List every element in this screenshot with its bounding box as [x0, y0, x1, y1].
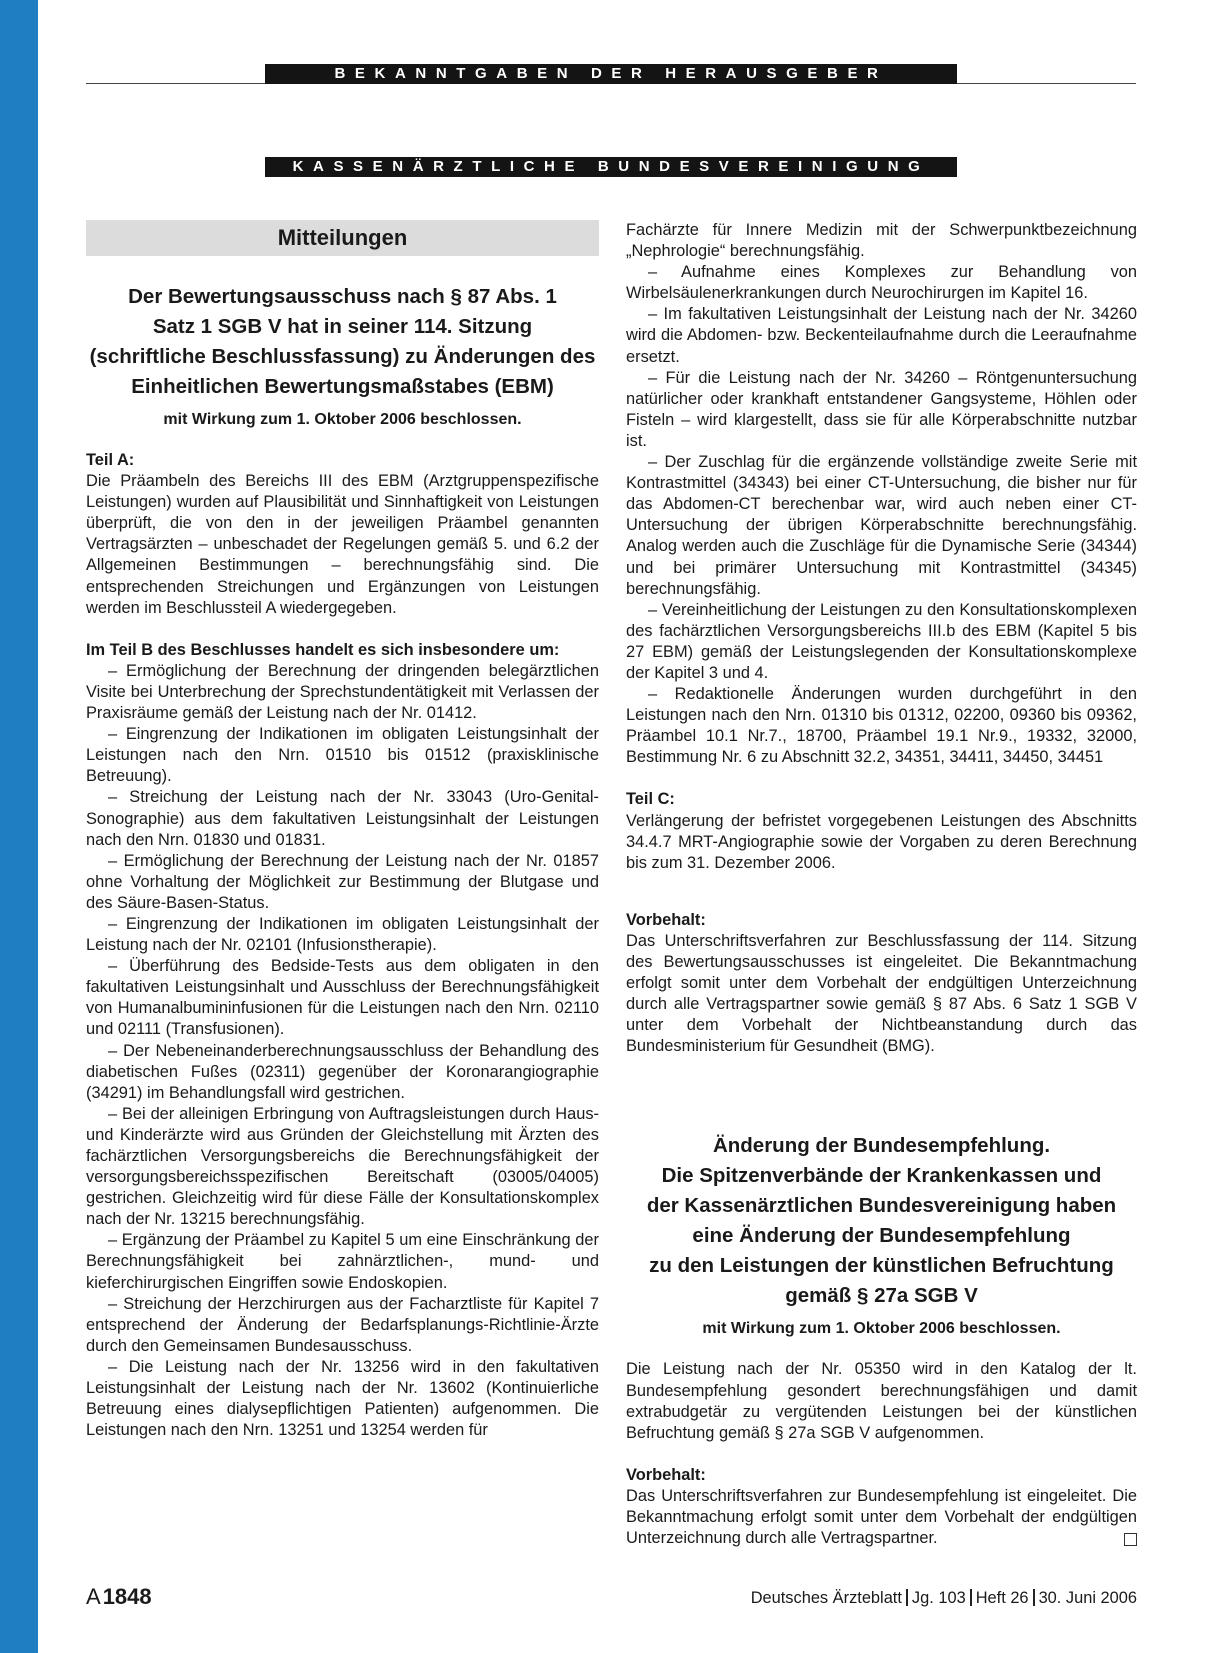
teil-b-item: – Ermöglichung der Berechnung der Leistung nach der Nr. 01857 ohne Vorhaltung der Möglichkeit zur Bestimmung der Blutgase und des Säure-Basen-Status. — [86, 851, 599, 912]
teil-b-item: – Eingrenzung der Indikationen im obligaten Leistungsinhalt der Leistung nach der Nr. 02101 (Infusionstherapie). — [86, 914, 599, 955]
teil-b-item: – Die Leistung nach der Nr. 13256 wird in den fakultativen Leistungsinhalt der Leistung nach der Nr. 13602 (Kontinuierliche Betreuung eines dialysepflichtigen Patienten) aufgenommen. Die Leistungen nach den Nrn. 13251 und 13254 werden für — [86, 1357, 599, 1440]
headline-line: Satz 1 SGB V hat in seiner 114. Sitzung — [152, 315, 533, 338]
banner-kbv: KASSENÄRZTLICHE BUNDESVEREINIGUNG — [265, 157, 957, 177]
teil-b-item: – Aufnahme eines Komplexes zur Behandlung von Wirbelsäulenerkrankungen durch Neurochirurgen im Kapitel 16. — [626, 263, 1137, 303]
headline-line: Änderung der Bundesempfehlung. — [712, 1134, 1051, 1158]
article2-vorbehalt-heading: Vorbehalt: — [626, 1465, 706, 1484]
left-column — [86, 220, 599, 1441]
page-number — [86, 1584, 152, 1610]
separator — [1033, 1589, 1035, 1606]
teil-b-item: – Streichung der Herzchirurgen aus der Facharztliste für Kapitel 7 entsprechend der Änderung der Bedarfsplanungs-Richtlinie-Ärzte durch den Gemeinsamen Bundesausschuss. — [86, 1294, 599, 1355]
teil-b-item: – Ermöglichung der Berechnung der dringenden belegärztlichen Visite bei Unterbrechung der Sprechstundentätigkeit mit Verlassen der Praxisräume gemäß der Leistung nach der Nr. 01412. — [86, 661, 599, 723]
section-title: Mitteilungen — [86, 220, 599, 256]
headline-line: zu den Leistungen der künstlichen Befruchtung — [649, 1254, 1114, 1278]
article1-headline — [86, 282, 599, 402]
article2-vorbehalt-paragraph — [626, 1486, 1137, 1549]
page-number-value: 1848 — [102, 1584, 152, 1609]
article2-vorbehalt-text: Das Unterschriftsverfahren zur Bundesempfehlung ist eingeleitet. Die Bekanntmachung erfolgt somit unter dem Vorbehalt der endgültigen Unterzeichnung durch alle Vertragspartner. — [626, 1486, 1137, 1548]
headline-line: gemäß § 27a SGB V — [785, 1284, 978, 1308]
journal-name: Deutsches Ärzteblatt — [750, 1589, 902, 1607]
teil-b-item: – Vereinheitlichung der Leistungen zu den Konsultationskomplexen des fachärztlichen Versorgungsbereichs III.b des EBM (Kapitel 5 bis 27 EBM) gemäß der Leistungslegenden der Konsultationskomplexe der Kapitel 3 und 4. — [626, 600, 1137, 682]
page-prefix: A — [86, 1584, 101, 1609]
headline-line: der Kassenärztlichen Bundesvereinigung haben — [646, 1194, 1117, 1218]
teil-b-item: – Ergänzung der Präambel zu Kapitel 5 um eine Einschränkung der Berechnungsfähigkeit bei zahnärztlichen-, mund- und kieferchirurgischen Eingriffen sowie Endoskopien. — [86, 1231, 599, 1292]
left-color-bar — [0, 0, 38, 1653]
separator — [906, 1589, 908, 1606]
article1-effective-date: mit Wirkung zum 1. Oktober 2006 beschlossen. — [163, 411, 522, 428]
teil-b-continued: Fachärzte für Innere Medizin mit der Schwerpunktbezeichnung „Nephrologie“ berechnungsfähig. — [626, 221, 1137, 261]
end-of-article-icon — [1124, 1533, 1137, 1546]
teil-c-heading: Teil C: — [626, 790, 675, 809]
article2-headline — [626, 1131, 1137, 1311]
vorbehalt-heading: Vorbehalt: — [626, 910, 706, 929]
article2-text: Die Leistung nach der Nr. 05350 wird in den Katalog der lt. Bundesempfehlung gesondert berechnungsfähigen und damit extrabudgetär zu vergütenden Leistungen bei der künstlichen Befruchtung gemäß § 27a SGB V aufgenommen. — [626, 1360, 1137, 1442]
article2-effective-date: mit Wirkung zum 1. Oktober 2006 beschlossen. — [702, 1320, 1061, 1338]
headline-line: eine Änderung der Bundesempfehlung — [692, 1224, 1071, 1248]
teil-b-item: – Der Nebeneinanderberechnungsausschluss der Behandlung des diabetischen Fußes (02311) gegenüber der Koronarangiographie (34291) im Behandlungsfall wird gestrichen. — [86, 1041, 599, 1102]
teil-b-heading: Im Teil B des Beschlusses handelt es sich insbesondere um: — [86, 640, 560, 659]
teil-b-item: – Überführung des Bedside-Tests aus dem obligaten in den fakultativen Leistungsinhalt und Ausschluss der Berechnungsfähigkeit von Humanalbumininfusionen für die Leistungen nach den Nrn. 02110 und 02111 (Transfusionen). — [86, 957, 599, 1039]
right-column — [626, 220, 1137, 1549]
teil-a-heading: Teil A: — [86, 451, 135, 469]
headline-line: Der Bewertungsausschuss nach § 87 Abs. 1 — [128, 285, 557, 308]
journal-volume: Jg. 103 — [911, 1589, 966, 1607]
teil-b-item: – Streichung der Leistung nach der Nr. 33043 (Uro-Genital-Sonographie) aus dem fakultativen Leistungsinhalt der Leistungen nach den Nrn. 01830 und 01831. — [86, 788, 599, 849]
teil-b-item: – Der Zuschlag für die ergänzende vollständige zweite Serie mit Kontrastmittel (34343) bei einer CT-Untersuchung, die bisher nur für das Abdomen-CT berechenbar war, wird auch neben einer CT-Untersuchung der übrigen Körperabschnitte berechnungsfähig. Analog werden auch die Zuschläge für die Dynamische Serie (34344) und bei primärer Untersuchung mit Kontrastmittel (34345) berechnungsfähig. — [626, 453, 1137, 598]
banner-herausgeber: BEKANNTGABEN DER HERAUSGEBER — [265, 64, 957, 84]
teil-b-item: – Redaktionelle Änderungen wurden durchgeführt in den Leistungen nach den Nrn. 01310 bis 01312, 02200, 09360 bis 09362, Präambel 10.1 Nr.7., 18700, Präambel 19.1 Nr.9., 19332, 32000, Bestimmung Nr. 6 zu Abschnitt 32.2, 34351, 34411, 34450, 34451 — [626, 685, 1137, 767]
headline-line: Einheitlichen Bewertungsmaßstabes (EBM) — [131, 375, 554, 398]
teil-b-item: – Eingrenzung der Indikationen im obligaten Leistungsinhalt der Leistungen nach den Nrn. 01510 bis 01512 (praxisklinische Betreuung). — [86, 725, 599, 786]
journal-info — [751, 1589, 1137, 1608]
teil-b-item: – Im fakultativen Leistungsinhalt der Leistung nach der Nr. 34260 wird die Abdomen- bzw. Beckenteilaufnahme durch die Leeraufnahme ersetzt. — [626, 305, 1137, 366]
journal-date: 30. Juni 2006 — [1038, 1589, 1137, 1607]
vorbehalt-text: Das Unterschriftsverfahren zur Beschlussfassung der 114. Sitzung des Bewertungsausschusses ist eingeleitet. Die Bekanntmachung erfolgt somit unter dem Vorbehalt der endgültigen Unterzeichnung durch alle Vertragspartner sowie gemäß § 87 Abs. 6 Satz 1 SGB V unter dem Vorbehalt der Nichtbeanstandung durch das Bundesministerium für Gesundheit (BMG). — [626, 931, 1137, 1056]
teil-c-text: Verlängerung der befristet vorgegebenen Leistungen des Abschnitts 34.4.7 MRT-Angiographie sowie der Vorgaben zu deren Berechnung bis zum 31. Dezember 2006. — [626, 811, 1137, 872]
separator — [970, 1589, 972, 1606]
headline-line: Die Spitzenverbände der Krankenkassen und — [661, 1164, 1102, 1188]
headline-line: (schriftliche Beschlussfassung) zu Änderungen des — [89, 345, 596, 368]
teil-b-item: – Bei der alleinigen Erbringung von Auftragsleistungen durch Haus- und Kinderärzte wird aus Gründen der Gleichstellung mit Ärzten des fachärztlichen Versorgungsbereichs die Berechnungsfähigkeit der versorgungsbereichsspezifischen Bereitschaft (03005/04005) gestrichen. Gleichzeitig wird für diese Fälle der Konsultationskomplex nach der Nr. 13215 berechnungsfähig. — [86, 1104, 599, 1229]
teil-a-text: Die Präambeln des Bereichs III des EBM (Arztgruppenspezifische Leistungen) wurden auf Plausibilität und Sinnhaftigkeit von Leistungen überprüft, die von den in der jeweiligen Präambel genannten Vertragsärzten – unbeschadet der Regelungen gemäß 5. und 6.2 der Allgemeinen Bestimmungen – berechnungsfähig sind. Die entsprechenden Streichungen und Ergänzungen von Leistungen werden im Beschlussteil A wiedergegeben. — [86, 472, 599, 617]
teil-b-item: – Für die Leistung nach der Nr. 34260 – Röntgenuntersuchung natürlicher oder krankhaft entstandener Gangsysteme, Höhlen oder Fisteln – wird klargestellt, dass sie für alle Körperabschnitte nutzbar ist. — [626, 368, 1137, 450]
journal-issue: Heft 26 — [975, 1589, 1029, 1607]
